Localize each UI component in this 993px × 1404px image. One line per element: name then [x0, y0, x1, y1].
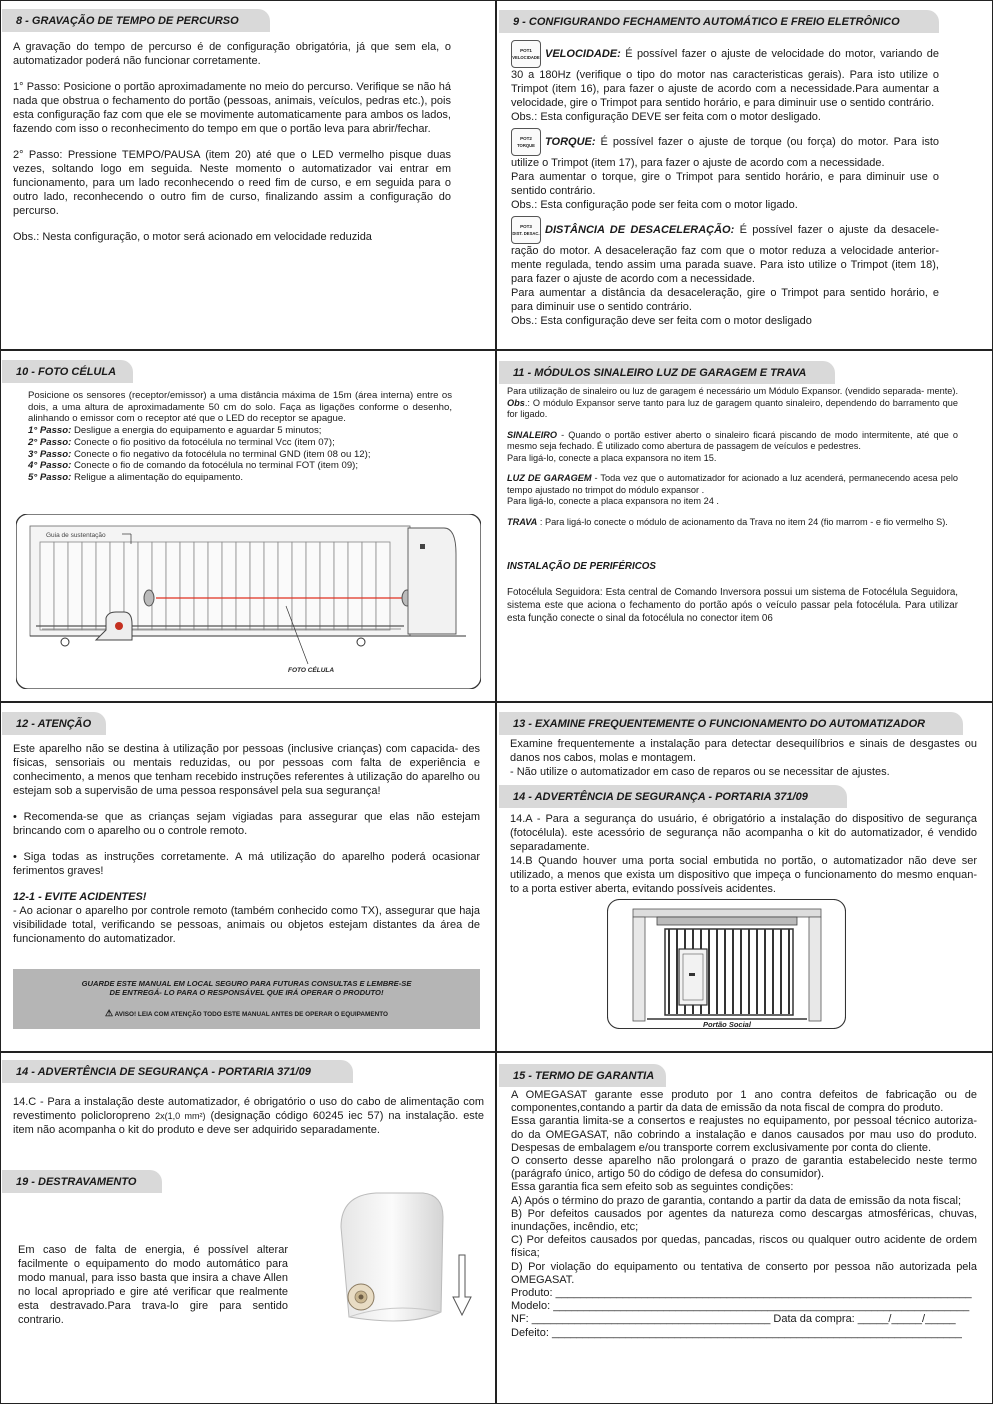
paragraph: Essa garantia limita-se a consertos e reajustes no equipamento, por pessoal técnico autoriza- do da OMEGASAT, não cobrindo a instalação e danos causados por mau uso do produto. Despesas de embalagem e/ou transporte correm exclusivamente por conta do cliente.: [511, 1115, 977, 1154]
motor-unlock-illustration: [331, 1187, 481, 1337]
photocell-label: FOTO CÉLULA: [288, 667, 335, 674]
section-13-body: [510, 737, 977, 779]
model-field[interactable]: Modelo: ____________________________________________________________________: [511, 1300, 970, 1313]
section-13-title: 13 - EXAMINE FREQUENTEMENTE O FUNCIONAMENTO DO AUTOMATIZADOR: [499, 712, 963, 735]
torque-obs: Obs.: Esta configuração pode ser feita com o motor ligado.: [511, 199, 798, 211]
decel-obs: Obs.: Esta configuração deve ser feita com o motor desligado: [511, 315, 812, 327]
section-10-body: [28, 390, 452, 484]
section-11-title: 11 - MÓDULOS SINALEIRO LUZ DE GARAGEM E TRAVA: [499, 361, 835, 384]
condition-a: A) Após o término do prazo de garantia, contando a partir da data de emissão da nota fiscal;: [511, 1194, 962, 1207]
speed-block: [511, 40, 939, 124]
decel-block: [511, 216, 939, 328]
paragraph: • Recomenda-se que as crianças sejam vigiadas para assegurar que elas não estejam brincando com o aparelho ou o controle remoto.: [13, 811, 480, 837]
paragraph: Examine frequentemente a instalação para detectar desequilíbrios e sinais de desgastes ou danos nos cabos, molas e montagem.: [510, 738, 977, 764]
paragraph: • Siga todas as instruções corretamente. A má utilização do aparelho poderá ocasionar ferimentos graves!: [13, 851, 480, 877]
condition-d: D) Por violação do equipamento ou tentativa de conserto por pessoa não autorizada pela OMEGASAT.: [511, 1260, 977, 1286]
step-4: 4° Passo: Conecte o fio de comando da fotocélula no terminal FOT (item 09);: [28, 460, 359, 472]
speed-heading: VELOCIDADE:: [545, 47, 621, 60]
trimpot-icon: POT1 VELOCIDADE: [511, 40, 541, 68]
section-14-title: 14 - ADVERTÊNCIA DE SEGURANÇA - PORTARIA 371/09: [499, 785, 847, 808]
section-15: [497, 1054, 993, 1404]
decel-text: É possível fazer o ajuste da desacele- ração do motor. A desaceleração faz com que o motor reduza a velocidade anterior- mente regulada, tendo assim uma parada suave. Para isto utilize o Trimpot (item 18), para fazer o ajuste de acordo com a necessidade.: [511, 223, 939, 285]
torque-text-2: Para aumentar o torque, gire o Trimpot para sentido horário, e para diminuir use o sentido contrário.: [511, 171, 939, 197]
warning-icon: ⚠: [104, 1008, 114, 1018]
step-5: 5° Passo: Religue a alimentação do equipamento.: [28, 471, 244, 483]
section-11: [497, 352, 993, 702]
section-12-body: [13, 742, 480, 946]
paragraph: 2° Passo: Pressione TEMPO/PAUSA (item 20) até que o LED vermelho pisque duas vezes, soltando logo em seguida. Neste momento o automatizador vai entrar em funcionamento, para um lado reconhecendo o reed fim de curso, e em seguida para o outro lado, reconhecendo o outro fim de curso, finalizando assim a configuração do percurso.: [13, 149, 451, 217]
paragraph: A gravação do tempo de percurso é de configuração obrigatória, já que sem ela, o automatizador poderá não funcionar corretamente.: [13, 41, 451, 67]
torque-text: É possível fazer o ajuste de torque (ou força) do motor. Para isto utilize o Trimpot (item 17), para fazer o ajuste de acordo com a necessidade.: [511, 135, 939, 169]
step-3: 3° Passo: Conecte o fio negativo da fotocélula no terminal GND (item 08 ou 12);: [28, 448, 371, 460]
section-8-body: [13, 40, 451, 256]
paragraph: A OMEGASAT garante esse produto por 1 ano contra defeitos de fabricação ou de componentes,contando a partir da data de emissão da nota fiscal de compra do produto.: [511, 1089, 977, 1115]
section-14c-title: 14 - ADVERTÊNCIA DE SEGURANÇA - PORTARIA 371/09: [2, 1060, 353, 1083]
keep-manual-box: [13, 969, 480, 1029]
photocell-emitter: [144, 590, 154, 606]
defect-field[interactable]: Defeito: ___________________________________________________________________: [511, 1326, 962, 1339]
photocell-intro: Posicione os sensores (receptor/emissor) a uma distância máxima de 15m (área interna) entre os dois, a uma altura de aproximadamente 50 cm do solo. Faça as ligações conforme o desenho, alinhando o emissor com o receptor até que o LED do receptor se apague.: [28, 390, 452, 425]
condition-b: B) Por defeitos causados por agentes da natureza como descargas atmosféricas, chuvas, inundações, incêndio, etc;: [511, 1207, 977, 1234]
sub-title: 12-1 - EVITE ACIDENTES!: [13, 891, 147, 903]
trimpot-icon: POT3 DIST. DESAC.: [511, 216, 541, 244]
torque-heading: TORQUE:: [545, 135, 596, 148]
social-gate-label: Portão Social: [703, 1020, 751, 1029]
peripherals-text: Fotocélula Seguidora: Esta central de Comando Inversora possui um sistema de Fotocélula Seguidora, sistema este que aciona o fechamento do portão após o veículo passar pela fotocélula. Para utilizar esta função conecte o sinal da fotocélula no conector item 06: [507, 587, 958, 625]
speed-text: É possível fazer o ajuste de velocidade do motor, variando de 30 a 180Hz (verifique o tipo do motor nas caracteristicas gerais). Para isto utilize o Trimpot (item 16), para fazer o ajuste de acordo com a necessidade.Para aumentar a velocidade, gire o Trimpot para sentido horário, e para diminuir use o sentido contrário.: [511, 47, 939, 109]
section-13: [497, 704, 993, 1052]
social-gate-diagram: [607, 899, 846, 1029]
warranty-body: [511, 1089, 977, 1340]
section-9: [497, 0, 993, 350]
peripherals-title: INSTALAÇÃO DE PERIFÉRICOS: [507, 561, 656, 572]
paragraph-14c: 14.C - Para a instalação deste automatizador, é obrigatório o uso do cabo de alimentação com revestimento policloropreno 2x(1,0 mm²) (designação código 60245 iec 57) na instalação. este item não acompanha o kit do produto e deve ser adquirido separadamente.: [13, 1096, 484, 1136]
box-line-2: DE ENTREGÁ- LO PARA O RESPONSÁVEL QUE IRÁ OPERAR O PRODUTO!: [109, 988, 384, 997]
row-divider: [0, 1051, 993, 1053]
section-15-title: 15 - TERMO DE GARANTIA: [499, 1064, 666, 1087]
section-8: [0, 0, 495, 350]
signal-light: SINALEIRO - Quando o portão estiver aberto o sinaleiro ficará piscando de modo intermitente, até que o mesmo seja fechado. É utilizado como abertura de passagem de veículos e pedestres. Para ligá-lo, conecte a placa expansora no item 15.: [507, 429, 958, 463]
condition-c: C) Por defeitos causados por quedas, pancadas, riscos ou qualquer outro acidente de ordem física;: [511, 1234, 977, 1260]
invoice-date-field[interactable]: NF: _______________________________________ Data da compra: _____/_____/_____: [511, 1313, 956, 1326]
paragraph: Obs.: Nesta configuração, o motor será acionado em velocidade reduzida: [13, 231, 372, 243]
step-2: 2° Passo: Conecte o fio positivo da fotocélula no terminal Vcc (item 07);: [28, 436, 335, 448]
paragraph-14a: 14.A - Para a segurança do usuário, é obrigatório a instalação do dispositivo de segurança (fotocélula). este acessório de segurança não acompanha o kit do automatizador, é vendido separadamente.: [510, 813, 977, 853]
box-line-1: GUARDE ESTE MANUAL EM LOCAL SEGURO PARA FUTURAS CONSULTAS E LEMBRE-SE: [81, 979, 412, 988]
paragraph: - Não utilize o automatizador em caso de reparos ou se necessitar de ajustes.: [510, 766, 890, 778]
paragraph: Essa garantia fica sem efeito sob as seguintes condições:: [511, 1181, 794, 1194]
unlock-text: Em caso de falta de energia, é possível alterar facilmente o equipamento do modo automático para modo manual, para isso basta que insira a chave Allen no local apropriado e gire até verificar que realmente esta destravado.Para trava-lo gire para sentido contrario.: [18, 1244, 288, 1326]
section-10: [0, 352, 495, 702]
speed-obs: Obs.: Esta configuração DEVE ser feita com o motor desligado.: [511, 111, 821, 123]
section-12: [0, 704, 495, 1052]
product-field[interactable]: Produto: ____________________________________________________________________: [511, 1287, 972, 1300]
guide-label: Guia de sustentação: [46, 532, 106, 539]
paragraph: O conserto desse aparelho não prolongará o prazo de garantia estabelecido neste termo (parágrafo único, artigo 50 do código de defesa do consumidor).: [511, 1155, 977, 1181]
gear-icon: [348, 1284, 374, 1310]
paragraph: Este aparelho não se destina à utilização por pessoas (inclusive crianças) com capacida- des físicas, sensoriais ou mentais reduzidas, ou por pessoas com falta de experiência e conhecimento, a menos que tenham recebido instruções referentes à utilização do aparelho ou estejam sob a supervisão de uma pessoa responsável pela sua segurança!: [13, 743, 480, 797]
section-12-title: 12 - ATENÇÃO: [2, 712, 106, 735]
section-8-title: 8 - GRAVAÇÃO DE TEMPO DE PERCURSO: [2, 9, 270, 32]
decel-text-2: Para aumentar a distância da desaceleração, gire o Trimpot para sentido horário, e para diminuir use o sentido contrário.: [511, 287, 939, 313]
paragraph: 1° Passo: Posicione o portão aproximadamente no meio do percurso. Verifique se não há nada que obstrua o fechamento do portão (pessoas, animais, veículos, pedras etc.), pois esta configuração faz com que ele se movimente automaticamente para ambos os lados, fazendo com isso o reconhecimento do tempo em que o portão leva para abrir/fechar.: [13, 81, 451, 135]
photocell-diagram: [16, 514, 481, 689]
row-divider: [0, 701, 993, 703]
row-divider: [0, 349, 993, 351]
section-9-body: [511, 40, 939, 328]
trimpot-icon: POT2 TORQUE: [511, 128, 541, 156]
decel-heading: DISTÂNCIA DE DESACELERAÇÃO:: [545, 223, 735, 236]
torque-block: [511, 128, 939, 212]
section-14-body: [510, 812, 977, 896]
box-warning: ⚠ AVISO! LEIA COM ATENÇÃO TODO ESTE MANUAL ANTES DE OPERAR O EQUIPAMENTO: [104, 1008, 388, 1018]
sub-text: - Ao acionar o aparelho por controle remoto (também conhecido como TX), assegurar que haja visibilidade total, verificando se pessoas, animais ou objetos estejam distantes da área de funcionamento do automatizador.: [13, 905, 480, 945]
section-9-title: 9 - CONFIGURANDO FECHAMENTO AUTOMÁTICO E FREIO ELETRÔNICO: [499, 10, 939, 33]
gate-bars: [40, 542, 390, 630]
section-14-c: [0, 1054, 495, 1404]
garage-light: LUZ DE GARAGEM - Toda vez que o automatizador for acionado a luz acenderá, permanecendo acesa pelo tempo ajustado no trimpot do módulo expansor . Para ligá-lo, conecte a placa expansora no item 24 .: [507, 473, 958, 506]
intro: Para utilização de sinaleiro ou luz de garagem é necessário um Módulo Expansor. (vendido separada- mente). Obs.: O módulo Expansor serve tanto para luz de garagem quanto sinaleiro, dependendo do barramento que for ligado.: [507, 386, 958, 419]
section-10-title: 10 - FOTO CÉLULA: [2, 360, 133, 383]
rotation-arrow-icon: [453, 1255, 471, 1315]
step-1: 1° Passo: Desligue a energia do equipamento e aguardar 5 minutos;: [28, 425, 322, 437]
lock: TRAVA : Para ligá-lo conecte o módulo de acionamento da Trava no item 24 (fio marrom - e fio vermelho S).: [507, 516, 948, 527]
section-19-title: 19 - DESTRAVAMENTO: [2, 1170, 162, 1193]
section-11-body: [507, 386, 958, 537]
paragraph-14b: 14.B Quando houver uma porta social embutida no portão, o automatizador não deve ser utilizado, a menos que exista um dispositivo que impeça o funcionamento do mesmo enquan- to a porta estiver aberta, evitando possíveis acidentes.: [510, 855, 977, 895]
